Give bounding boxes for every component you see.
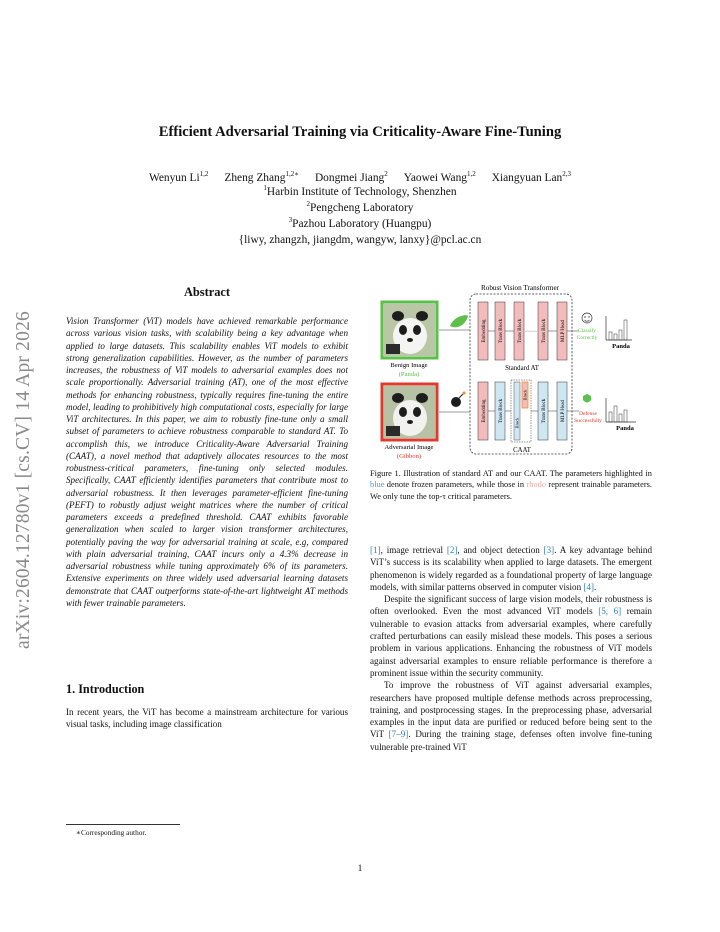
svg-text:Trans Block: Trans Block xyxy=(542,318,547,344)
prediction-histogram-2 xyxy=(606,398,636,422)
footnote: ∗Corresponding author. xyxy=(76,828,147,837)
smiley-icon xyxy=(582,313,592,323)
citation-link[interactable]: [2] xyxy=(446,545,458,555)
author: Dongmei Jiang$^2$ xyxy=(314,170,388,184)
affiliation-2: $^2$Pengcheng Laboratory xyxy=(306,200,414,214)
panda-output-1: Panda xyxy=(612,343,630,350)
svg-text:Embedding: Embedding xyxy=(482,399,487,423)
affiliation-1: $^1$Harbin Institute of Technology, Shenzhen xyxy=(263,184,457,198)
affiliation-3: $^3$Pazhou Laboratory (Huangpu) xyxy=(288,216,432,230)
page-number: 1 xyxy=(357,864,363,874)
paper-title: Efficient Adversarial Training via Criticality-Aware Fine-Tuning xyxy=(158,124,562,140)
classify-label-2: Correctly xyxy=(576,335,598,341)
prediction-histogram-1 xyxy=(606,316,632,340)
paragraph: [1], image retrieval [2], and object detection [3]. A key advantage behind ViT’s success is its scalability when applied to large datasets. The emergent phenomenon is widely regarded as a foundational property of large language models, with similar patterns observed in computer vision [4]. xyxy=(370,545,652,592)
leaf-icon xyxy=(450,315,468,327)
svg-text:Trans Block: Trans Block xyxy=(499,318,504,344)
paragraph: Despite the significant success of large vision models, their robustness is often overlooked. Even the most advanced ViT models [5, 6] remain vulnerable to evasion attacks from adversarial examples, where carefully crafted perturbations can easily mislead these models. This poses a serious problem in various applications. Enhancing the robustness of ViT models against adversarial examples to ensure reliable performance is therefore a prominent issue within the security community. xyxy=(370,594,652,678)
adv-class: (Gibbon) xyxy=(396,453,422,460)
caat-label: CAAT xyxy=(513,447,531,454)
citation-link[interactable]: [5, 6] xyxy=(598,606,622,617)
citation-link[interactable]: [1] xyxy=(370,545,381,555)
author-list xyxy=(0,172,720,184)
panda-image-adversarial xyxy=(384,386,435,438)
citation-link[interactable]: [4] xyxy=(583,581,595,592)
svg-text:Block: Block xyxy=(514,417,520,429)
abstract-heading: Abstract xyxy=(183,285,231,299)
author-emails: {liwy, zhangzh, jiangdm, wangyw, lanxy}@pcl.ac.cn xyxy=(238,234,482,246)
abstract-text: Vision Transformer (ViT) models have achieved remarkable performance across various vision tasks, with scalability being a key advantage when applied to large datasets. This scalability enables ViT models to exhibit strong generalization capabilities. However, as the number of parameters increases, the robustness of ViT models to adversarial examples does not scale proportionally. Adversarial training (AT), one of the most effective methods for enhancing robustness, typically requires fine-tuning the entire model, leading to prohibitively high computational costs, especially for large ViT architectures. In this paper, we aim to robustly fine-tune only a small subset of parameters to achieve robustness comparable to standard AT. To accomplish this, we introduce Criticality-Aware Adversarial Training (CAAT), a novel method that adaptively allocates resources to the most robustness-critical parameters, fine-tuning only selected modules. Specifically, CAAT efficiently identifies parameters that contribute most to adversarial robustness. It then leverages parameter-efficient fine-tuning (PEFT) to robustly adjust weight matrices where the number of critical parameters exceeds a predefined threshold. CAAT exhibits favorable generalization when scaled to larger vision transformer architectures, potentially paving the way for adversarial training at scale, e.g, compared with plain adversarial training, CAAT incurs only a 4.3% decrease in adversarial robustness while tuning approximately 6% of its parameters. Extensive experiments on three widely used adversarial learning datasets demonstrate that CAAT outperforms state-of-the-art lightweight AT methods with fewer trainable parameters. xyxy=(66,316,348,608)
benign-label: Benign Image xyxy=(390,362,428,369)
benign-class: (Panda) xyxy=(398,371,420,378)
standard-at-label: Standard AT xyxy=(505,365,539,372)
figure-1 xyxy=(374,280,654,462)
author: Wenyun Li$^{1,2}$ xyxy=(148,170,209,184)
standard-at-row xyxy=(478,302,567,360)
author: Xiangyuan Lan$^{2,3}$ xyxy=(491,170,572,184)
footnote-rule xyxy=(66,824,180,825)
svg-text:MLP Head: MLP Head xyxy=(561,400,566,422)
author: Zheng Zhang$^{1,2∗}$ xyxy=(224,170,299,184)
caat-row xyxy=(478,380,567,442)
arxiv-watermark: arXiv:2604.12780v1 [cs.CV] 14 Apr 2026 xyxy=(13,311,34,649)
paragraph: To improve the robustness of ViT against adversarial examples, researchers have proposed multiple defense methods across preprocessing, training, and postprocessing stages. In the preprocessing phase, adversarial examples in the input data are purified or reduced before being sent to the ViT [7–9]. During the training stage, defenses often involve fine-tuning vulnerable pre-trained ViT xyxy=(370,680,652,752)
citation-link[interactable]: [3] xyxy=(543,545,555,555)
svg-text:Trans Block: Trans Block xyxy=(518,318,523,344)
svg-text:Trans Block: Trans Block xyxy=(499,398,504,424)
shield-icon xyxy=(583,394,591,403)
panda-image-benign xyxy=(384,304,435,356)
svg-text:Embedding: Embedding xyxy=(482,319,487,343)
svg-text:Block: Block xyxy=(522,389,528,401)
citation-link[interactable]: [7–9] xyxy=(388,729,409,740)
block-frozen xyxy=(514,382,520,440)
defense-label-2: Successfully xyxy=(574,418,602,424)
classify-label-1: Classify xyxy=(577,328,597,334)
svg-text:MLP Head: MLP Head xyxy=(561,320,566,342)
defense-label-1: Defense xyxy=(578,411,598,417)
svg-text:Trans Block: Trans Block xyxy=(542,398,547,424)
author: Yaowei Wang$^{1,2}$ xyxy=(403,170,476,184)
figure-1-caption: Figure 1. Illustration of standard AT and our CAAT. The parameters highlighted in blue denote frozen parameters, while those in rhodo represent trainable parameters. We only tune the top-τ critical parameters. xyxy=(370,469,652,501)
intro-text: In recent years, the ViT has become a mainstream architecture for various visual tasks, including image classification xyxy=(66,707,348,730)
ellipsis: ······ xyxy=(525,329,537,335)
bomb-icon xyxy=(451,392,466,408)
robust-vit-label: Robust Vision Transformer xyxy=(480,284,560,292)
panda-output-2: Panda xyxy=(616,425,634,432)
right-column-text xyxy=(370,544,652,753)
adv-label: Adversarial Image xyxy=(384,444,434,451)
intro-heading: 1. Introduction xyxy=(66,682,145,696)
